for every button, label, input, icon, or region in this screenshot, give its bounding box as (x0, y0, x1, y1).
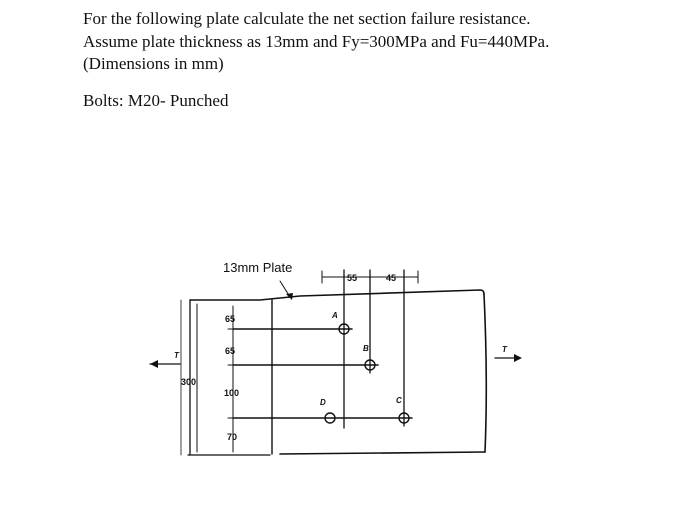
plate-right-edge (484, 294, 486, 452)
pitch-dimension-65-lower: 65 (225, 346, 236, 356)
width-dimension-300: 300 (181, 377, 197, 387)
plate-label: 13mm Plate (223, 260, 293, 275)
question-line-1: For the following plate calculate the net section failure resistance. (83, 9, 531, 28)
load-label-left: T (174, 351, 179, 360)
hole-label-b: B (363, 344, 369, 353)
bolts-spec: Bolts: M20- Punched (83, 90, 229, 110)
load-arrow-left-head (150, 360, 158, 368)
top-dimension-55: 55 (347, 273, 358, 283)
pitch-dimension-100: 100 (224, 388, 240, 398)
question-line-2: Assume plate thickness as 13mm and Fy=300MPa and Fu=440MPa. (83, 31, 550, 51)
plate-bottom-edge (280, 452, 485, 454)
load-arrow-right-head (514, 354, 522, 362)
hole-label-d: D (320, 398, 326, 407)
question-line-3: (Dimensions in mm) (83, 54, 224, 73)
plate-top-edge (190, 290, 484, 300)
pitch-dimension-65-upper: 65 (225, 314, 236, 324)
load-label-right: T (502, 345, 507, 354)
top-dimension-45: 45 (386, 273, 397, 283)
pitch-dimension-70: 70 (227, 432, 238, 442)
hole-label-a: A (332, 311, 338, 320)
hole-label-c: C (396, 396, 402, 405)
